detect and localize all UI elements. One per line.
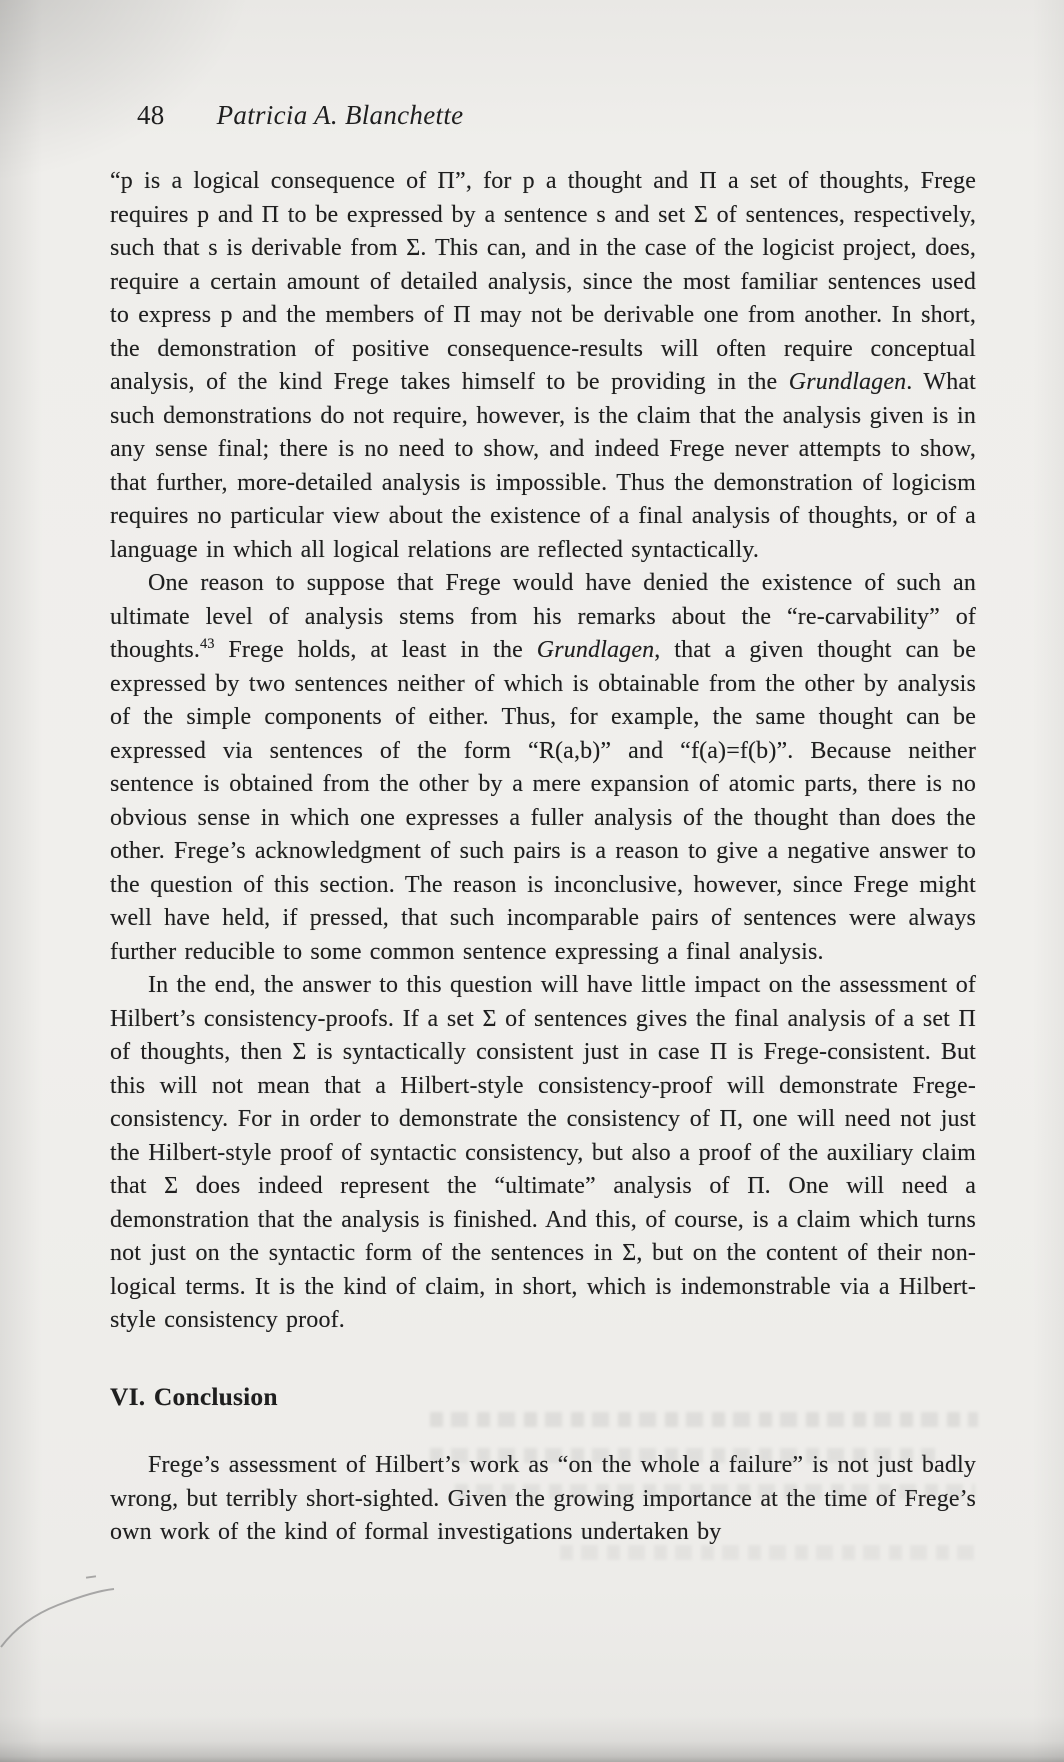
section-heading: VI. Conclusion (110, 1381, 278, 1411)
text-run: Frege’s assessment of Hilbert’s work as “on the whole a failure” is not just badly wrong, but terribly short-sighted. Given the growing importance at the time of Frege’s own work of the kind of formal investigations undertaken by (110, 1452, 976, 1545)
italic-book-title: Grundlagen (788, 369, 907, 395)
text-run: In the end, the answer to this question will have little impact on the assessment of Hilbert’s consistency-proofs. If a set Σ of sentences gives the final analysis of a set Π of thoughts, then Σ is syntactically consistent just in case Π is Frege-consistent. But this will not mean that a Hilbert-style consistency-proof will demonstrate Frege-consistency. For in order to demonstrate the consistency of Π, one will need not just the Hilbert-style proof of syntactic consistency, but also a proof of the auxiliary claim that Σ does indeed represent the “ultimate” analysis of Π. One will need a demonstration that the analysis is finished. And this, of course, is a claim which turns not just on the syntactic form of the sentences in Σ, but on the content of their non-logical terms. It is the kind of claim, in short, which is indemonstrable via a Hilbert-style consistency proof. (110, 972, 976, 1333)
scan-bottom-shadow (0, 1716, 1064, 1762)
text-run: One reason to suppose that Frege would have denied the existence of such an ultimate level of analysis stems from his remarks about the “re-carvability” of thoughts. (110, 570, 976, 663)
text-run: Frege holds, at least in the (214, 637, 537, 663)
italic-book-title: Grundlagen (536, 637, 655, 663)
text-run: . What such demonstrations do not require, however, is the claim that the analysis given is in any sense final; there is no need to show, and indeed Frege never attempts to show, that further, more-detailed analysis is impossible. Thus the demonstration of logicism requires no particular view about the existence of a final analysis of thoughts, or of a language in which all logical relations are reflected syntactically. (110, 369, 976, 563)
paragraph-2 (110, 567, 976, 969)
paragraph-4 (110, 1449, 976, 1550)
paragraph-3 (110, 969, 976, 1338)
page-body (110, 165, 976, 1550)
running-head-author: Patricia A. Blanchette (216, 100, 464, 130)
text-run: “p is a logical consequence of Π”, for p a thought and Π a set of thoughts, Frege requires p and Π to be expressed by a sentence s and set Σ of sentences, respectively, such that s is derivable from Σ. This can, and in the case of the logicist project, does, require a certain amount of detailed analysis, since the most familiar sentences used to express p and the members of Π may not be derivable one from another. In short, the demonstration of positive consequence-results will often require conceptual analysis, of the kind Frege takes himself to be providing in the (110, 168, 976, 395)
footnote-reference: 43 (200, 636, 215, 652)
page-number: 48 (137, 100, 165, 130)
text-run: , that a given thought can be expressed by two sentences neither of which is obtainable from the other by analysis of the simple components of either. Thus, for example, the same thought can be expressed via sentences of the form “R(a,b)” and “f(a)=f(b)”. Because neither sentence is obtained from the other by a mere expansion of atomic parts, there is no obvious sense in which one expresses a fuller analysis of the thought than does the other. Frege’s acknowledgment of such pairs is a reason to give a negative answer to the question of this section. The reason is inconclusive, however, since Frege might well have held, if pressed, that such incomparable pairs of sentences were always further reducible to some common sentence expressing a final analysis. (110, 637, 976, 965)
page-header (137, 100, 463, 131)
margin-mark (86, 1575, 96, 1578)
paragraph-1 (110, 165, 976, 567)
pen-mark (0, 1583, 120, 1663)
